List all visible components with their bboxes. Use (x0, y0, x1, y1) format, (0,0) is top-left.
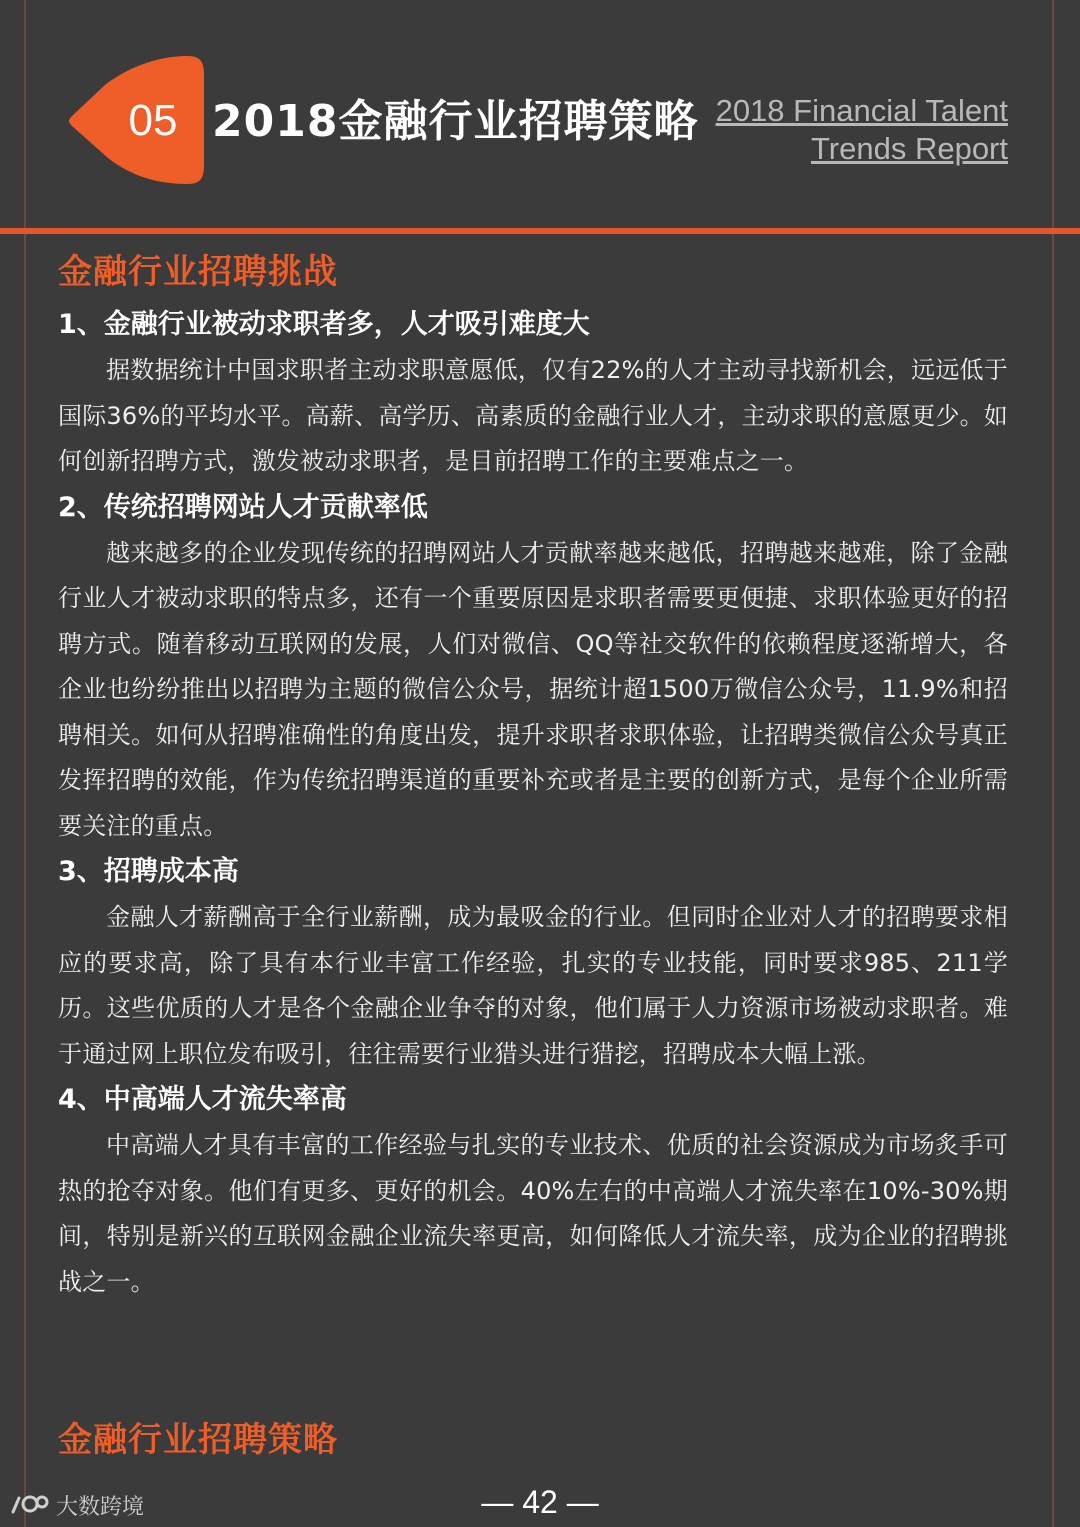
page-header (0, 0, 1080, 235)
item-body: 据数据统计中国求职者主动求职意愿低，仅有22%的人才主动寻找新机会，远远低于国际36%的平均水平。高薪、高学历、高素质的金融行业人才，主动求职的意愿更少。如何创新招聘方式，激发被动求职者，是目前招聘工作的主要难点之一。 (58, 356, 1008, 475)
chapter-number: 05 (128, 96, 178, 145)
challenge-item-3 (58, 849, 1008, 1077)
main-content (58, 246, 1008, 1305)
challenge-item-4 (58, 1077, 1008, 1305)
item-title: 3、招聘成本高 (58, 856, 239, 887)
item-body: 越来越多的企业发现传统的招聘网站人才贡献率越来越低，招聘越来越难，除了金融行业人才被动求职的特点多，还有一个重要原因是求职者需要更便捷、求职体验更好的招聘方式。随着移动互联网的发展，人们对微信、QQ等社交软件的依赖程度逐渐增大，各企业也纷纷推出以招聘为主题的微信公众号，据统计超1500万微信公众号，11.9%和招聘相关。如何从招聘准确性的角度出发，提升求职者求职体验，让招聘类微信公众号真正发挥招聘的效能，作为传统招聘渠道的重要补充或者是主要的创新方式，是每个企业所需要关注的重点。 (58, 538, 1008, 840)
subtitle-line-1: 2018 Financial Talent (715, 93, 1008, 128)
item-body: 金融人才薪酬高于全行业薪酬，成为最吸金的行业。但同时企业对人才的招聘要求相应的要求高，除了具有本行业丰富工作经验，扎实的专业技能，同时要求985、211学历。这些优质的人才是各个金融企业争夺的对象，他们属于人力资源市场被动求职者。难于通过网上职位发布吸引，往往需要行业猎头进行猎挖，招聘成本大幅上涨。 (58, 903, 1008, 1068)
watermark (10, 1488, 144, 1522)
page-number: — 42 — (481, 1484, 599, 1520)
watermark-text: 大数跨境 (56, 1494, 145, 1520)
header-divider (0, 228, 1080, 234)
subtitle-line-2: Trends Report (811, 131, 1008, 166)
page-title: 2018金融行业招聘策略 (212, 96, 699, 147)
item-body: 中高端人才具有丰富的工作经验与扎实的专业技术、优质的社会资源成为市场炙手可热的抢夺对象。他们有更多、更好的机会。40%左右的中高端人才流失率在10%-30%期间，特别是新兴的互联网金融企业流失率更高，如何降低人才流失率，成为企业的招聘挑战之一。 (58, 1131, 1008, 1296)
watermark-logo-icon (10, 1492, 50, 1518)
section-heading-challenges: 金融行业招聘挑战 (58, 252, 338, 292)
item-title: 2、传统招聘网站人才贡献率低 (58, 491, 428, 523)
item-title: 1、金融行业被动求职者多，人才吸引难度大 (58, 309, 590, 340)
page-subtitle-en (678, 92, 1008, 168)
challenge-item-2 (58, 485, 1008, 850)
section-heading-strategy: 金融行业招聘策略 (58, 1420, 338, 1460)
item-title: 4、中高端人才流失率高 (58, 1084, 347, 1115)
challenge-item-1 (58, 302, 1008, 485)
